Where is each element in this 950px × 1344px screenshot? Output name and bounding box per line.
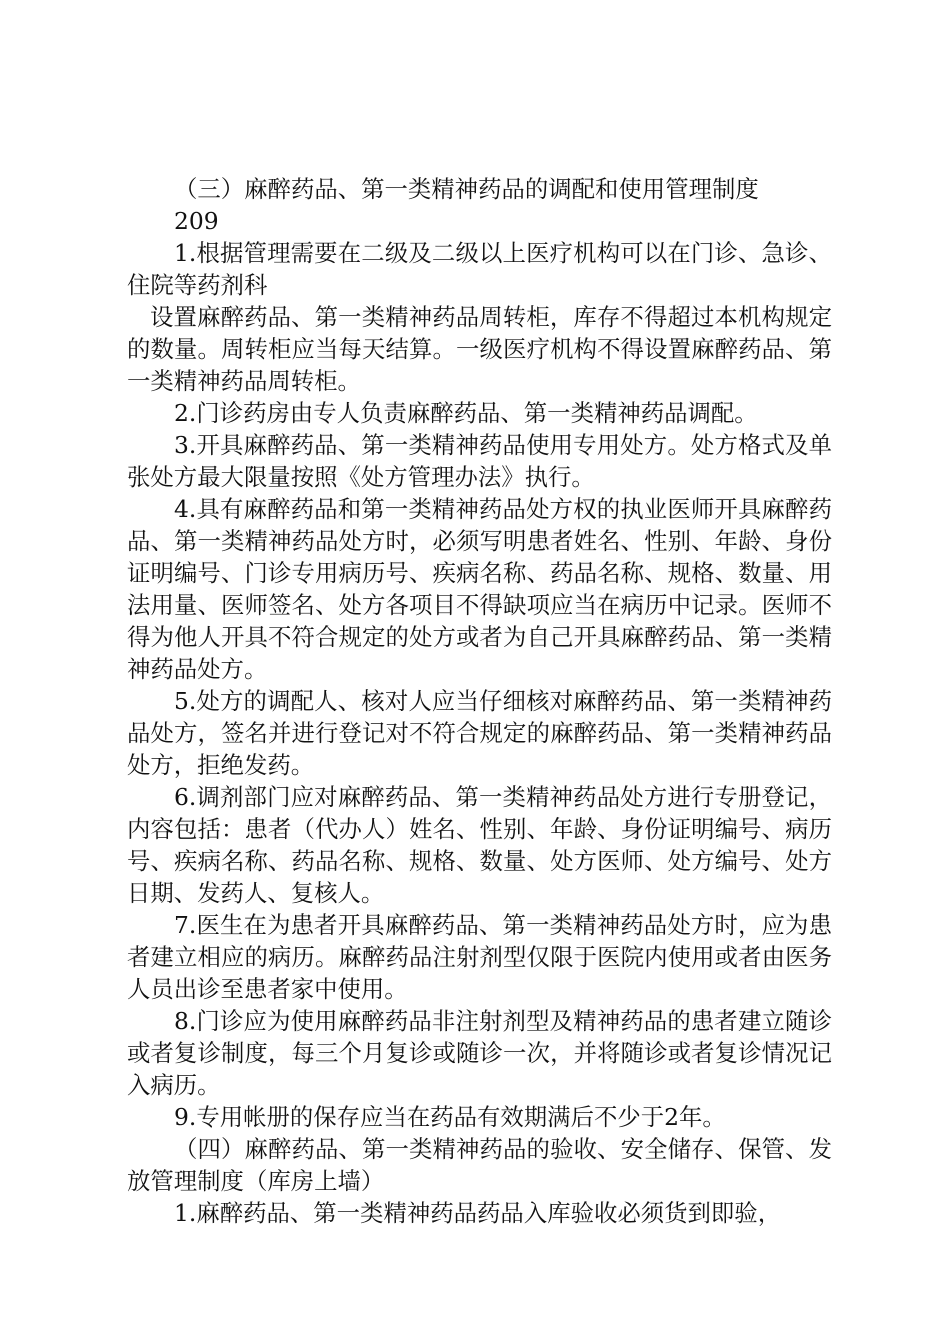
section-3-code: 209	[174, 207, 219, 235]
paragraph-2: 2.门诊药房由专人负责麻醉药品、第一类精神药品调配。	[174, 399, 758, 427]
paragraph-5: 5.处方的调配人、核对人应当仔细核对麻醉药品、第一类精神药品处方，签名并进行登记对不符合规定的麻醉药品、第一类精神药品处方，拒绝发药。	[127, 687, 832, 779]
paragraph-6: 6.调剂部门应对麻醉药品、第一类精神药品处方进行专册登记，内容包括：患者（代办人）姓名、性别、年龄、身份证明编号、病历号、疾病名称、药品名称、规格、数量、处方医师、处方编号、处方日期、发药人、复核人。	[127, 783, 832, 907]
paragraph-4: 4.具有麻醉药品和第一类精神药品处方权的执业医师开具麻醉药品、第一类精神药品处方时，必须写明患者姓名、性别、年龄、身份证明编号、门诊专用病历号、疾病名称、药品名称、规格、数量、用法用量、医师签名、处方各项目不得缺项应当在病历中记录。医师不得为他人开具不符合规定的处方或者为自己开具麻醉药品、第一类精神药品处方。	[127, 495, 832, 683]
paragraph-7: 7.医生在为患者开具麻醉药品、第一类精神药品处方时，应为患者建立相应的病历。麻醉药品注射剂型仅限于医院内使用或者由医务人员出诊至患者家中使用。	[127, 911, 832, 1003]
paragraph-9: 9.专用帐册的保存应当在药品有效期满后不少于2年。	[174, 1103, 726, 1131]
paragraph-3: 3.开具麻醉药品、第一类精神药品使用专用处方。处方格式及单张处方最大限量按照《处方管理办法》执行。	[127, 431, 832, 491]
paragraph-1: 1.根据管理需要在二级及二级以上医疗机构可以在门诊、急诊、住院等药剂科	[127, 239, 832, 299]
paragraph-8: 8.门诊应为使用麻醉药品非注射剂型及精神药品的患者建立随诊或者复诊制度，每三个月复诊或随诊一次，并将随诊或者复诊情况记入病历。	[127, 1007, 832, 1099]
section-4-paragraph-1: 1.麻醉药品、第一类精神药品药品入库验收必须货到即验，	[174, 1199, 782, 1227]
paragraph-1-continued: 设置麻醉药品、第一类精神药品周转柜，库存不得超过本机构规定的数量。周转柜应当每天结算。一级医疗机构不得设置麻醉药品、第一类精神药品周转柜。	[127, 303, 832, 395]
section-3-heading: （三）麻醉药品、第一类精神药品的调配和使用管理制度	[174, 175, 759, 203]
section-4-heading: （四）麻醉药品、第一类精神药品的验收、安全储存、保管、发放管理制度（库房上墙）	[127, 1135, 832, 1195]
document-body	[127, 173, 832, 1229]
